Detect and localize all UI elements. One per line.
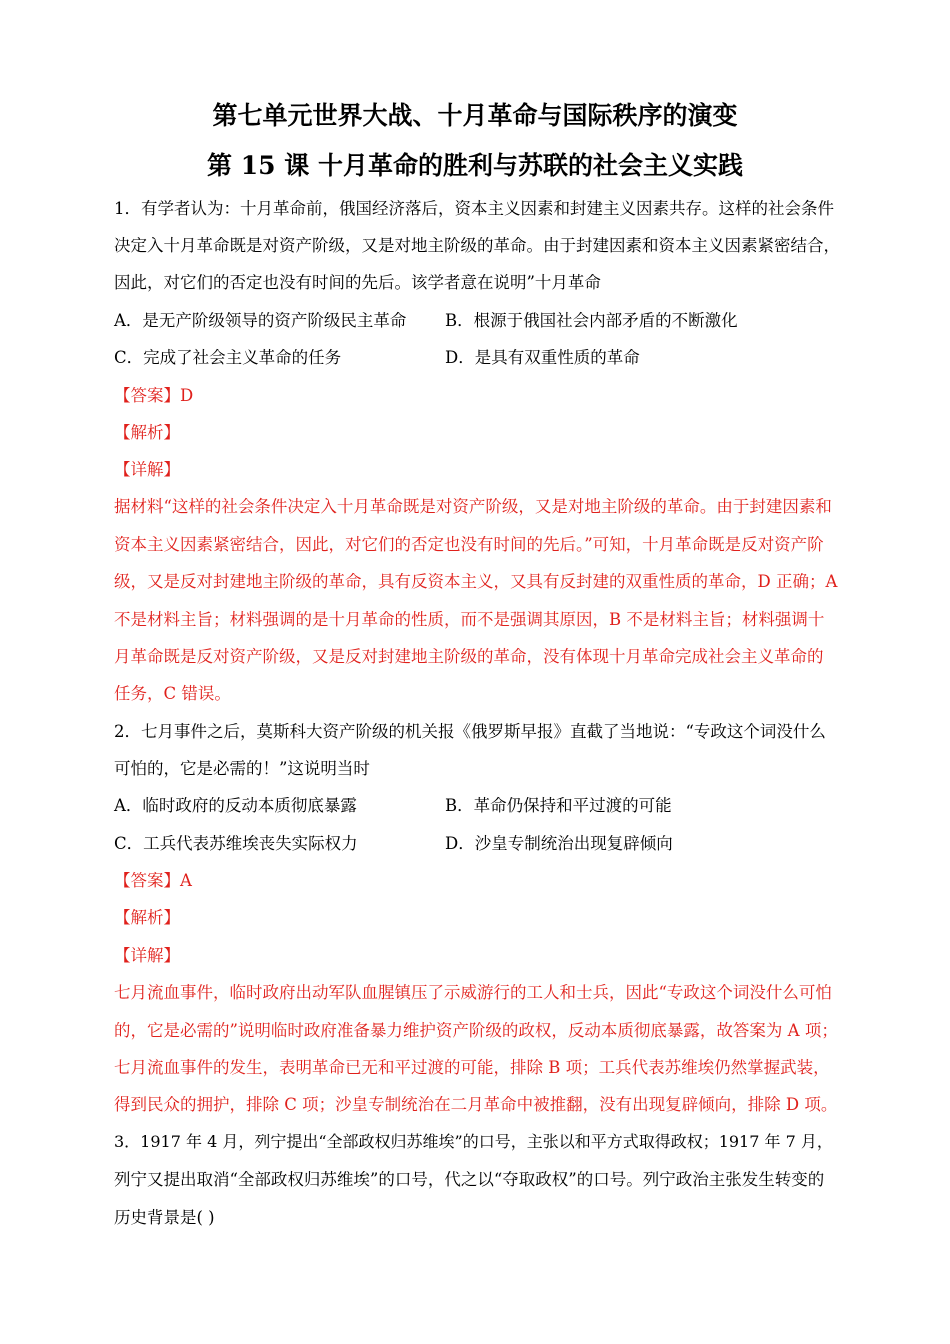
q2-detail-line: 得到民众的拥护，排除 C 项；沙皇专制统治在二月革命中被推翻，没有出现复辟倾向，排除 D 项。 [114,1095,838,1114]
q3-stem-line: 3．1917 年 4 月，列宁提出“全部政权归苏维埃”的口号，主张以和平方式取得政权；1917 年 7 月， [114,1132,833,1151]
q1-option-a: A．是无产阶级领导的资产阶级民主革命 [114,311,407,330]
q1-option-b: B．根源于俄国社会内部矛盾的不断激化 [445,311,738,330]
q2-detail-line: 七月流血事件，临时政府出动军队血腥镇压了示威游行的工人和士兵，因此“专政这个词没什么可怕 [114,983,832,1002]
q1-detail-line: 月革命既是反对资产阶级，又是反对封建地主阶级的革命，没有体现十月革命完成社会主义革命的 [114,647,824,666]
lesson-title: 第 15 课 十月革命的胜利与苏联的社会主义实践 [207,151,743,180]
q1-detail-line: 任务，C 错误。 [114,684,231,703]
q1-stem-line: 决定入十月革命既是对资产阶级，又是对地主阶级的革命。由于封建因素和资本主义因素紧密结合， [114,236,840,255]
q2-answer: 【答案】A [114,871,192,890]
q1-option-c: C．完成了社会主义革命的任务 [114,348,342,367]
q1-stem-line: 因此，对它们的否定也没有时间的先后。该学者意在说明”十月革命 [114,273,601,292]
q2-analysis-label: 【解析】 [114,908,180,927]
q2-stem-line: 2．七月事件之后，莫斯科大资产阶级的机关报《俄罗斯早报》直截了当地说：“专政这个词没什么 [114,722,826,741]
q1-analysis-label: 【解析】 [114,423,180,442]
q3-stem-line: 历史背景是( ) [114,1208,215,1227]
q1-stem-line: 1．有学者认为：十月革命前，俄国经济落后，资本主义因素和封建主义因素共存。这样的社会条件 [114,199,834,218]
q1-detail-line: 级，又是反对封建地主阶级的革命，具有反资本主义，又具有反封建的双重性质的革命，D 正确；A [114,572,838,591]
q2-option-a: A．临时政府的反动本质彻底暴露 [114,796,357,815]
q2-detail-label: 【详解】 [114,946,180,965]
q2-option-d: D．沙皇专制统治出现复辟倾向 [445,834,673,853]
q1-answer: 【答案】D [114,386,194,405]
q2-detail-line: 七月流血事件的发生，表明革命已无和平过渡的可能，排除 B 项；工兵代表苏维埃仍然掌握武装， [114,1058,830,1077]
q2-option-b: B．革命仍保持和平过渡的可能 [445,796,672,815]
q2-stem-line: 可怕的，它是必需的！”这说明当时 [114,759,370,778]
q3-stem-line: 列宁又提出取消“全部政权归苏维埃”的口号，代之以“夺取政权”的口号。列宁政治主张发生转变的 [114,1170,825,1189]
q2-detail-line: 的，它是必需的”说明临时政府准备暴力维护资产阶级的政权，反动本质彻底暴露，故答案为 A 项； [114,1021,838,1040]
q1-detail-line: 据材料“这样的社会条件决定入十月革命既是对资产阶级，又是对地主阶级的革命。由于封建因素和 [114,497,832,516]
q1-detail-line: 资本主义因素紧密结合，因此，对它们的否定也没有时间的先后。”可知，十月革命既是反对资产阶 [114,535,824,554]
unit-title: 第七单元世界大战、十月革命与国际秩序的演变 [212,101,738,130]
q1-detail-label: 【详解】 [114,460,180,479]
q1-option-d: D．是具有双重性质的革命 [445,348,640,367]
q2-option-c: C．工兵代表苏维埃丧失实际权力 [114,834,358,853]
q1-detail-line: 不是材料主旨；材料强调的是十月革命的性质，而不是强调其原因，B 不是材料主旨；材料强调十 [114,610,825,629]
